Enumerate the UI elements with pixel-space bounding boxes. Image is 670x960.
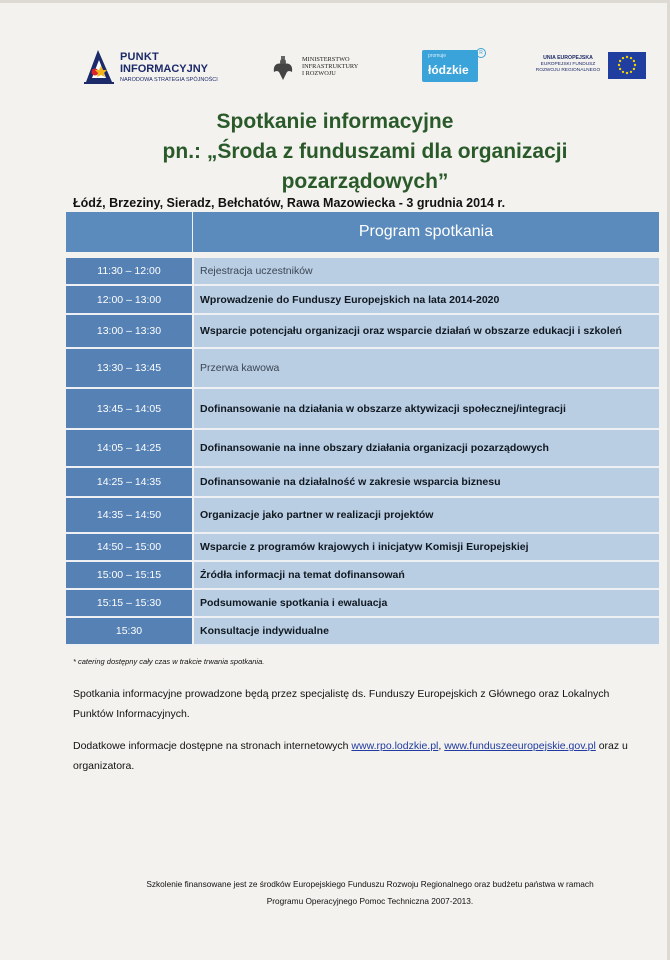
eu-stars-icon	[608, 52, 646, 79]
program-header-left-cell	[66, 212, 193, 252]
row-time: 14:05 – 14:25	[66, 430, 192, 466]
row-description: Rejestracja uczestników	[194, 258, 659, 284]
table-row	[66, 562, 659, 590]
program-rows	[66, 258, 659, 646]
specialists-paragraph: Spotkania informacyjne prowadzone będą przez specjalistę ds. Funduszy Europejskich z Głównego oraz Lokalnych Punktów Informacyjnych.	[73, 688, 610, 720]
page-title-line1: Spotkanie informacyjne	[216, 110, 454, 133]
eu-text	[532, 55, 604, 74]
catering-note: * catering dostępny cały czas w trakcie trwania spotkania.	[73, 657, 265, 666]
funding-footnote	[80, 876, 660, 910]
table-row	[66, 618, 659, 646]
row-time: 11:30 – 12:00	[66, 258, 192, 284]
eu-line3: ROZWOJU REGIONALNEGO	[535, 68, 601, 73]
table-row	[66, 590, 659, 618]
row-description: Dofinansowanie na inne obszary działania organizacji pozarządowych	[194, 430, 659, 466]
page-title-line3: pozarządowych”	[281, 170, 449, 193]
registered-mark: R	[476, 48, 486, 58]
ministerstwo-line3: I ROZWOJU	[302, 70, 336, 77]
program-header-title: Program spotkania	[358, 223, 494, 240]
row-time: 15:15 – 15:30	[66, 590, 192, 616]
eu-line1-text: UNIA EUROPEJSKA	[543, 55, 593, 61]
row-description: Dofinansowanie na działania w obszarze aktywizacji społecznej/integracji	[194, 389, 659, 428]
ministerstwo-logo	[272, 54, 372, 84]
informacyjny-label: INFORMACYJNY	[120, 63, 209, 75]
program-header	[66, 212, 659, 252]
row-description: Konsultacje indywidualne	[194, 618, 659, 644]
eu-line1	[532, 55, 604, 62]
logos-bar	[0, 40, 670, 95]
lodzkie-big-text: łódzkie	[428, 63, 469, 77]
row-description: Wsparcie z programów krajowych i inicjatyw Komisji Europejskiej	[194, 534, 659, 560]
row-time: 12:00 – 13:00	[66, 286, 192, 313]
page-edge	[0, 0, 670, 3]
fundusze-europejskie-link[interactable]: www.funduszeeuropejskie.gov.pl	[444, 740, 596, 752]
row-description: Wsparcie potencjału organizacji oraz wsparcie działań w obszarze edukacji i szkoleń	[194, 315, 659, 347]
table-row	[66, 389, 659, 430]
table-row	[66, 534, 659, 562]
link-separator: ,	[438, 740, 445, 752]
row-description: Przerwa kawowa	[194, 349, 659, 387]
rpo-lodzkie-link[interactable]: www.rpo.lodzkie.pl	[351, 740, 439, 752]
additional-info-paragraph	[73, 736, 643, 776]
table-row	[66, 430, 659, 468]
eu-flag-icon	[608, 52, 646, 79]
funding-line2: Programu Operacyjnego Pomoc Techniczna 2007-2013.	[266, 896, 474, 906]
row-time: 15:30	[66, 618, 192, 644]
ministerstwo-line2: INFRASTRUKTURY	[302, 63, 359, 70]
ministerstwo-text	[302, 56, 358, 77]
eu-logo	[532, 52, 648, 82]
row-time: 14:50 – 15:00	[66, 534, 192, 560]
row-description: Źródła informacji na temat dofinansowań	[194, 562, 659, 588]
punkt-label: PUNKT	[120, 51, 159, 63]
row-time: 14:25 – 14:35	[66, 468, 192, 496]
table-row	[66, 315, 659, 349]
additional-info-text: Dodatkowe informacje dostępne na stronach internetowych	[73, 740, 352, 752]
additional-info-suffix: oraz u organizatora.	[73, 740, 628, 772]
program-table	[66, 212, 659, 642]
row-time: 13:00 – 13:30	[66, 315, 192, 347]
place-and-date: Łódź, Brzeziny, Sieradz, Bełchatów, Rawa Mazowiecka - 3 grudnia 2014 r.	[73, 196, 506, 210]
row-time: 15:00 – 15:15	[66, 562, 192, 588]
lodzkie-small-text: promuje	[428, 53, 447, 59]
punkt-informacyjny-logo	[82, 48, 242, 88]
row-description: Dofinansowanie na działalność w zakresie wsparcia biznesu	[194, 468, 659, 496]
funding-line1: Szkolenie finansowane jest ze środków Europejskiego Funduszu Rozwoju Regionalnego oraz budżetu państwa w ramach	[146, 879, 594, 889]
row-description: Wprowadzenie do Funduszy Europejskich na lata 2014-2020	[194, 286, 659, 313]
row-time: 13:45 – 14:05	[66, 389, 192, 428]
punkt-informacyjny-mark-icon	[82, 48, 116, 86]
eagle-icon	[272, 54, 294, 82]
eu-line2: EUROPEJSKI FUNDUSZ	[540, 62, 596, 67]
row-time: 14:35 – 14:50	[66, 498, 192, 532]
table-row	[66, 349, 659, 389]
page-title-line2: pn.: „Środa z funduszami dla organizacji	[162, 140, 568, 163]
lodzkie-logo	[422, 50, 478, 82]
table-row	[66, 286, 659, 315]
row-description: Podsumowanie spotkania i ewaluacja	[194, 590, 659, 616]
table-row	[66, 498, 659, 534]
table-row	[66, 258, 659, 286]
ministerstwo-line1: MINISTERSTWO	[302, 56, 350, 63]
row-description: Organizacje jako partner w realizacji projektów	[194, 498, 659, 532]
row-time: 13:30 – 13:45	[66, 349, 192, 387]
strategia-label: NARODOWA STRATEGIA SPÓJNOŚCI	[120, 77, 218, 83]
table-row	[66, 468, 659, 498]
